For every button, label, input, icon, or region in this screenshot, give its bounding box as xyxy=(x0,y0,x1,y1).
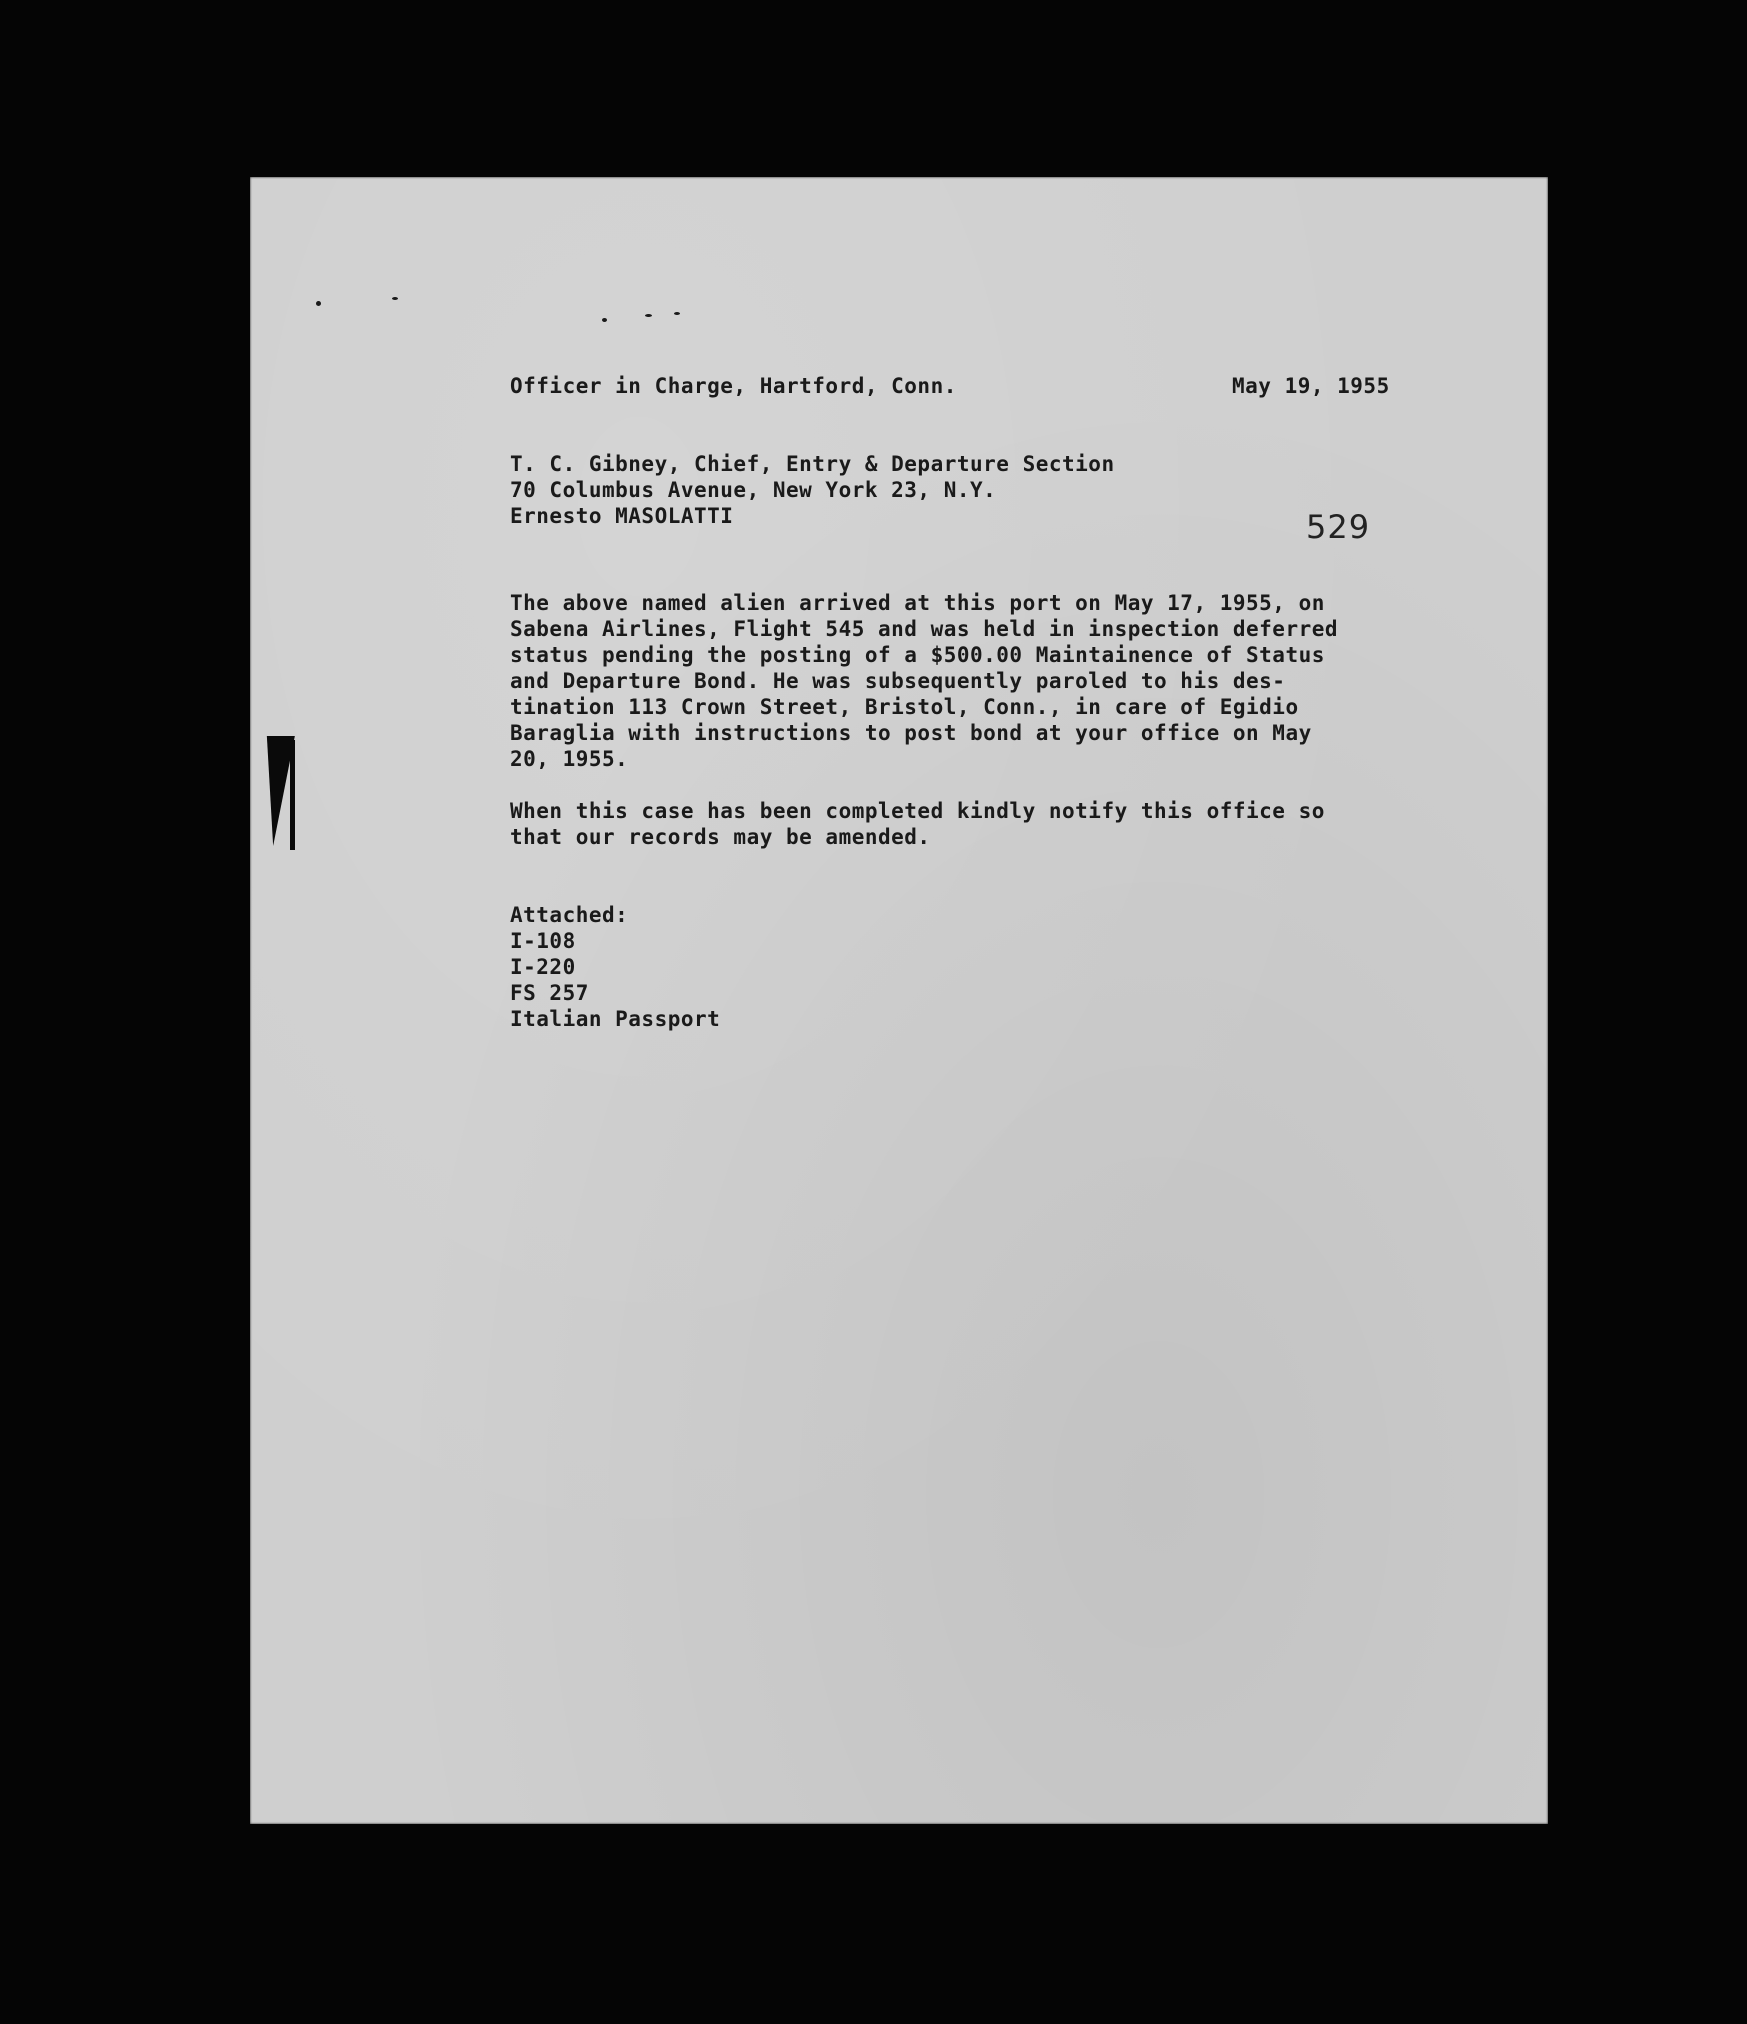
body-line: Baraglia with instructions to post bond at your office on May xyxy=(510,721,1312,745)
dust-speck xyxy=(602,318,607,322)
attachment-item: FS 257 xyxy=(510,981,589,1005)
memo-to-line2: 70 Columbus Avenue, New York 23, N.Y. xyxy=(510,478,997,502)
body-line: When this case has been completed kindly notify this office so xyxy=(510,799,1325,823)
file-number-stamp: 529 xyxy=(1306,508,1371,546)
attachment-item: Italian Passport xyxy=(510,1007,721,1031)
memo-from: Officer in Charge, Hartford, Conn. xyxy=(510,374,957,398)
dust-speck xyxy=(392,297,398,300)
memo-to-line1: T. C. Gibney, Chief, Entry & Departure Section xyxy=(510,452,1115,476)
attachment-item: I-220 xyxy=(510,955,576,979)
body-line: Sabena Airlines, Flight 545 and was held in inspection deferred xyxy=(510,617,1339,641)
binder-hole-mark-stem xyxy=(290,740,295,850)
dust-speck xyxy=(316,301,321,306)
dust-speck xyxy=(645,314,652,317)
body-line: 20, 1955. xyxy=(510,747,629,771)
memo-page xyxy=(250,177,1548,1824)
attachment-item: I-108 xyxy=(510,929,576,953)
body-line: that our records may be amended. xyxy=(510,825,931,849)
dust-speck xyxy=(674,312,680,315)
memo-date: May 19, 1955 xyxy=(1232,374,1390,398)
body-line: status pending the posting of a $500.00 Maintainence of Status xyxy=(510,643,1325,667)
memo-subject: Ernesto MASOLATTI xyxy=(510,504,734,528)
body-line: tination 113 Crown Street, Bristol, Conn., in care of Egidio xyxy=(510,695,1299,719)
body-line: and Departure Bond. He was subsequently paroled to his des- xyxy=(510,669,1286,693)
attached-label: Attached: xyxy=(510,903,629,927)
body-line: The above named alien arrived at this port on May 17, 1955, on xyxy=(510,591,1325,615)
